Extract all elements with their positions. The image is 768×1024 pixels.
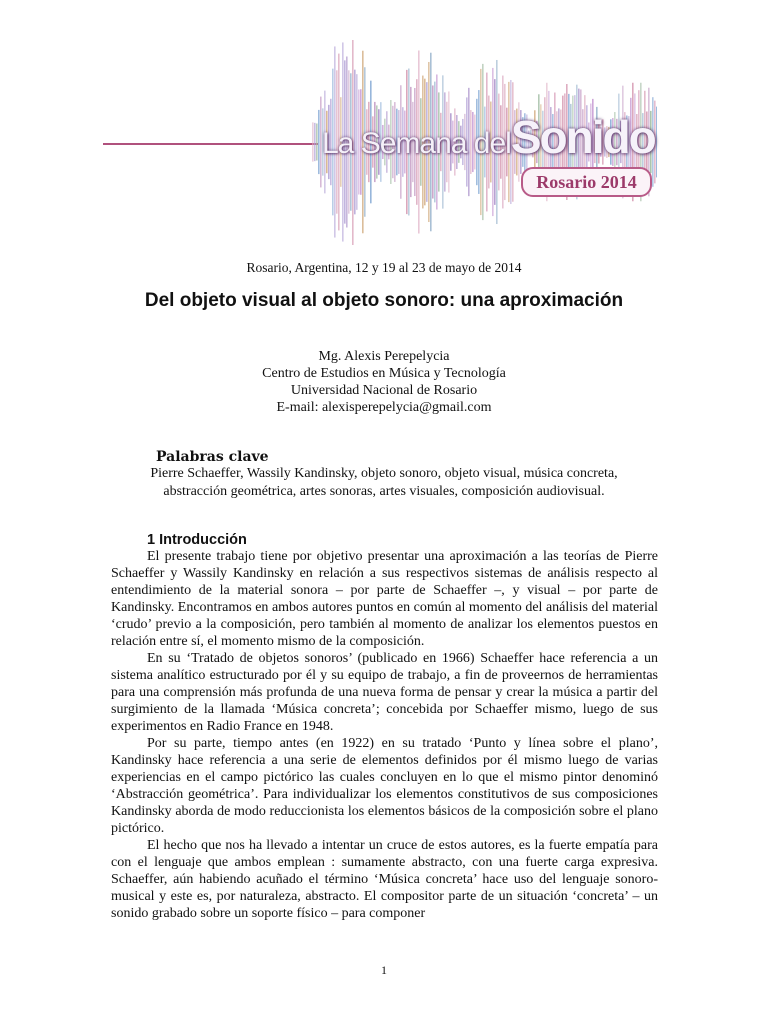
body-text: [111, 548, 658, 922]
keywords-line-2: abstracción geométrica, artes sonoras, artes visuales, composición audiovisual.: [163, 484, 605, 499]
place-date: Rosario, Argentina, 12 y 19 al 23 de mayo de 2014: [246, 260, 522, 275]
keywords-line-1: Pierre Schaeffer, Wassily Kandinsky, objeto sonoro, objeto visual, música concreta,: [150, 466, 618, 481]
waveform-bar: [312, 122, 314, 161]
banner-badge: Rosario 2014: [521, 167, 652, 197]
keywords-heading: Palabras clave: [156, 449, 269, 465]
waveform-bar: [318, 110, 320, 174]
author-center: Centro de Estudios en Música y Tecnología: [262, 366, 506, 381]
waveform-bar: [316, 123, 318, 160]
author-university: Universidad Nacional de Rosario: [290, 383, 478, 398]
page-number: 1: [381, 963, 387, 977]
document-title: Del objeto visual al objeto sonoro: una aproximación: [144, 290, 624, 311]
waveform-bar: [314, 123, 316, 161]
paragraph: Por su parte, tiempo antes (en 1922) en su tratado ‘Punto y línea sobre el plano’, Kandinsky hace referencia a una serie de elementos definidos por él mismo luego de varias experiencias en el campo pictórico las cuales concluyen en lo que el mismo pintor denominó ‘Abstracción geométrica’. Para individualizar los elementos constitutivos de sus composiciones Kandinsky aborda de modo reduccionista los elementos básicos de la composición sobre el plano pictórico.: [111, 736, 658, 836]
author-email: E-mail: alexisperepelycia@gmail.com: [276, 400, 492, 415]
paragraph: En su ‘Tratado de objetos sonoros’ (publicado en 1966) Schaeffer hace referencia a un sistema analítico estructurado por él y su equipo de trabajo, a fin de proveernos de herramientas para una comprensión más profunda de una nueva forma de pensar y crear la música a partir del surgimiento de la llamada ‘Música concreta’; concebida por Schaeffer mismo, luego de sus experimentos en Radio France en 1948.: [111, 651, 658, 734]
paragraph: El presente trabajo tiene por objetivo presentar una aproximación a las teorías de Pierre Schaeffer y Wassily Kandinsky en relación a sus respectivos sistemas de análisis respecto al entendimiento de la material sonora – por parte de Schaeffer –, y visual – por parte de Kandinsky. Encontramos en ambos autores puntos en común al momento del análisis del material ‘crudo’ previo a la composición, pero también al momento de analizar los elementos puestos en relación entre sí, el momento mismo de la composición.: [111, 549, 658, 649]
banner-title-part2: Sonido: [510, 111, 655, 163]
paragraph: El hecho que nos ha llevado a intentar un cruce de estos autores, es la fuerte empatía para con el lenguaje que ambos emplean : sumamente abstracto, con una fuerte carga expresiva. Schaeffer, aún habiendo acuñado el término ‘Música concreta’ hace uso del lenguaje sonoro-musical y este es, por naturaleza, abstracto. El compositor parte de un situación ‘concreta’ – un sonido grabado sobre un soporte físico – para componer: [111, 838, 658, 921]
header-rule: [103, 143, 318, 145]
banner-title-part1: La Semana del: [322, 127, 511, 160]
banner-logo-text: [322, 110, 667, 164]
section-heading: 1 Introducción: [147, 532, 247, 548]
author-name: Mg. Alexis Perepelycia: [318, 349, 450, 364]
